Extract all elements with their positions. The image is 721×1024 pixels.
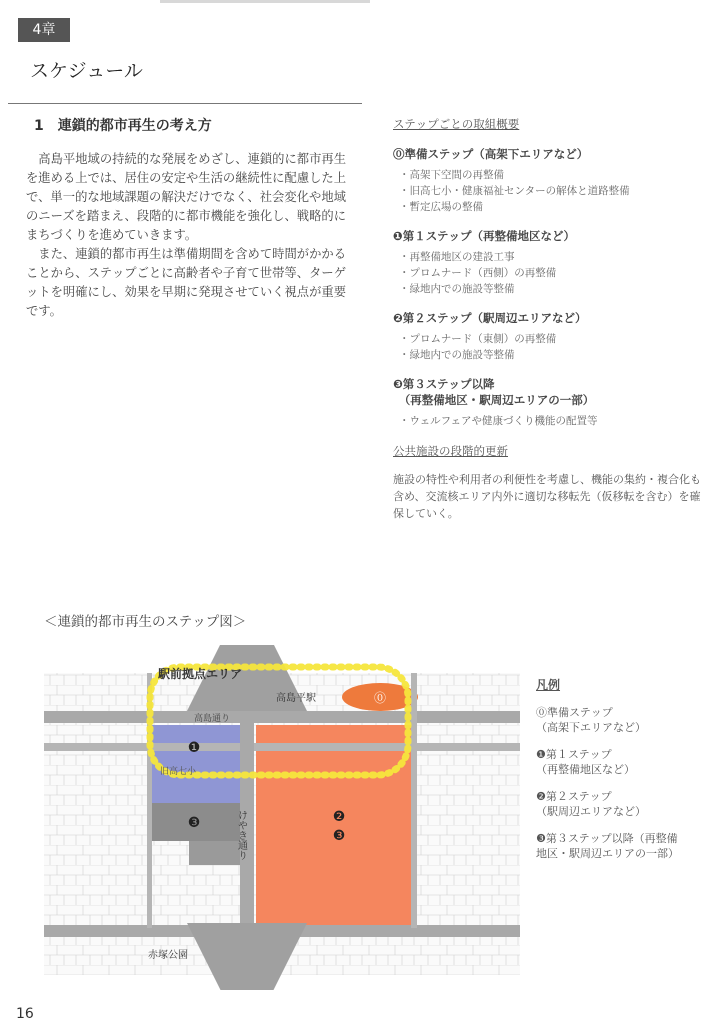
list-item: ・ 暫定広場の整備 <box>399 199 711 215</box>
marker-step1: ❶ <box>187 740 201 756</box>
legend-item-step3: ❸第３ステップ以降（再整備 地区・駅周辺エリアの一部） <box>536 832 679 860</box>
section-heading: 1 連鎖的都市再生の考え方 <box>34 118 212 134</box>
step-item-list <box>393 249 711 297</box>
top-rule <box>160 0 370 3</box>
road-secondary <box>44 743 520 751</box>
step-title: ❸第３ステップ以降 （再整備地区・駅周辺エリアの一部） <box>393 377 595 407</box>
list-item: ・ 旧高七小・健康福祉センターの解体と道路整備 <box>399 183 711 199</box>
label-station: 高島平駅 <box>276 693 316 704</box>
body-paragraph-2: また、連鎖的都市再生は準備期間を含めて時間がかかることから、ステップごとに高齢者や子育て世帯等、ターゲットを明確にし、効果を早期に発現させていく視点が重要です。 <box>26 247 346 318</box>
step-title: ❶第１ステップ（再整備地区など） <box>393 229 576 243</box>
step-item-list <box>393 413 711 429</box>
label-park: 赤塚公園 <box>148 950 188 961</box>
page-title: スケジュール <box>30 60 143 82</box>
map-svg <box>44 645 524 990</box>
overview-title: ステップごとの取組概要 <box>393 117 520 131</box>
step-3 <box>393 376 711 429</box>
section-divider <box>8 103 362 104</box>
list-item: ・ 高架下空間の再整備 <box>399 167 711 183</box>
label-school: 旧高七小 <box>160 767 197 777</box>
list-item: ・ ウェルフェアや健康づくり機能の配置等 <box>399 413 711 429</box>
step-item-list <box>393 167 711 215</box>
legend-item-step0: ⓪準備ステップ （高架下エリアなど） <box>536 706 646 734</box>
legend-title: 凡例 <box>536 678 561 692</box>
marker-step0: ⓪ <box>373 691 387 705</box>
step-2 <box>393 310 711 363</box>
chapter-badge: 4章 <box>18 18 70 42</box>
label-avenue: けやき通り <box>235 810 247 860</box>
road-takashima <box>44 711 520 723</box>
marker-step3-west: ❸ <box>187 815 201 831</box>
road-south <box>44 925 520 937</box>
legend-item-step1: ❶第１ステップ （再整備地区など） <box>536 748 635 776</box>
step-0 <box>393 146 711 215</box>
page-number: 16 <box>16 1006 34 1022</box>
map-caption: ＜連鎖的都市再生のステップ図＞ <box>44 614 247 630</box>
marker-step3-east: ❸ <box>332 828 346 844</box>
label-street: 高島通り <box>194 714 231 724</box>
step-map <box>44 645 524 990</box>
step2-zone <box>256 725 411 925</box>
map-legend <box>536 676 716 873</box>
body-paragraph-1: 高島平地域の持続的な発展をめざし、連鎖的に都市再生を進める上では、居住の安定や生活の継続性に配慮した上で、単一的な地域課題の解決だけでなく、社会変化や地域のニーズを踏まえ、段階的に都市機能を強化し、戦略的にまちづくりを進めていきます。 <box>26 152 346 242</box>
step-title: ❷第２ステップ（駅周辺エリアなど） <box>393 311 587 325</box>
label-area: 駅前拠点エリア <box>158 667 243 681</box>
marker-step2: ❷ <box>332 809 346 825</box>
list-item: ・ 再整備地区の建設工事 <box>399 249 711 265</box>
list-item: ・ プロムナード（東側）の再整備 <box>399 331 711 347</box>
list-item: ・ 緑地内での施設等整備 <box>399 281 711 297</box>
legend-item-step2: ❷第２ステップ （駅周辺エリアなど） <box>536 790 646 818</box>
facility-title: 公共施設の段階的更新 <box>393 444 508 458</box>
step1-zone <box>149 725 249 803</box>
list-item: ・ 緑地内での施設等整備 <box>399 347 711 363</box>
step-item-list <box>393 331 711 363</box>
body-text <box>26 150 346 321</box>
step-title: ⓪準備ステップ（高架下エリアなど） <box>393 147 589 161</box>
step-1 <box>393 228 711 297</box>
step-overview <box>393 116 711 522</box>
list-item: ・ プロムナード（西側）の再整備 <box>399 265 711 281</box>
road-east <box>411 673 417 928</box>
facility-text: 施設の特性や利用者の利便性を考慮し、機能の集約・複合化も含め、交流核エリア内外に適切な移転先（仮移転を含む）を確保していく。 <box>393 473 701 520</box>
